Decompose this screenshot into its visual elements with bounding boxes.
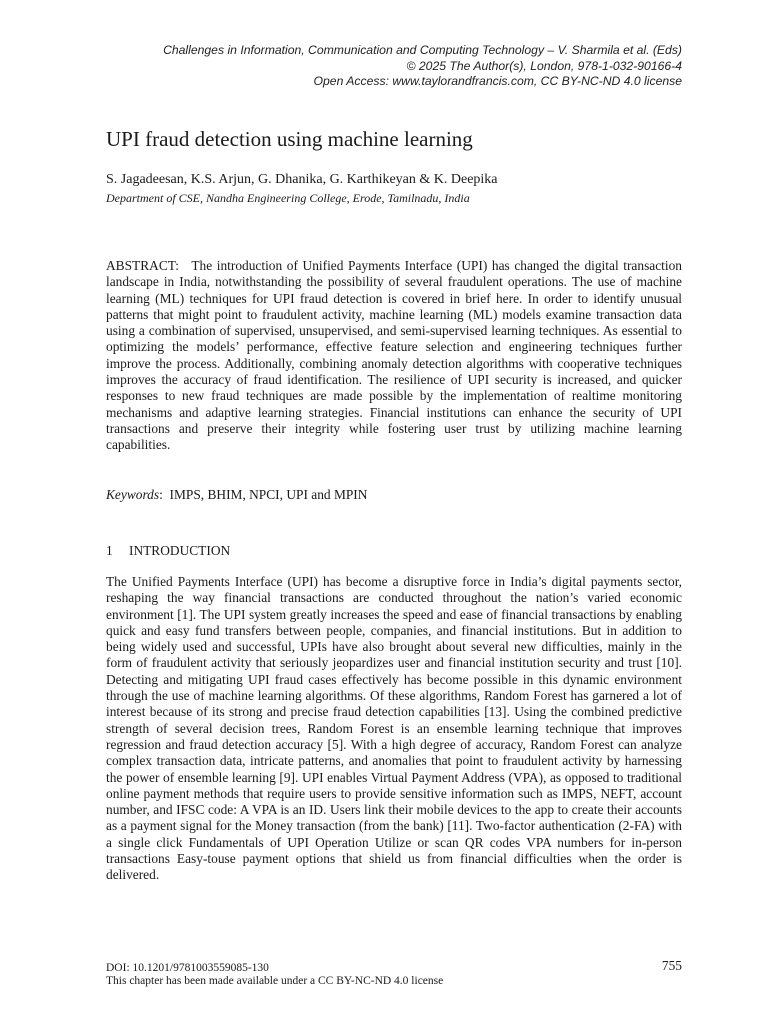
keywords-label: Keywords — [106, 487, 160, 502]
abstract — [106, 258, 682, 454]
section-title: INTRODUCTION — [129, 543, 231, 558]
page-number: 755 — [661, 958, 682, 973]
abstract-label: ABSTRACT: — [106, 258, 179, 273]
paper-page — [106, 0, 682, 1024]
doi-footnote: DOI: 10.1201/9781003559085-130 — [106, 962, 269, 974]
running-head — [106, 43, 682, 90]
section-heading — [106, 542, 230, 559]
paper-title: UPI fraud detection using machine learning — [106, 127, 473, 151]
running-head-copyright: © 2025 The Author(s), London, 978-1-032-90166-4 — [406, 58, 682, 73]
abstract-text: The introduction of Unified Payments Interface (UPI) has changed the digital transaction landscape in India, notwithstanding the possibility of several fraudulent operations. The use of machine learning (ML) techniques for UPI fraud detection is covered in brief here. In order to identify unusual patterns that might point to fraudulent activity, machine learning (ML) models examine transaction data using a combination of supervised, unsupervised, and semi-supervised learning techniques. As essential to optimizing the models’ performance, effective feature selection and engineering techniques further improve the process. Additionally, combining anomaly detection algorithms with cooperative techniques improves the accuracy of fraud identification. The resilience of UPI security is increased, and quicker responses to new fraud techniques are made possible by the implementation of realtime monitoring mechanisms and adaptive learning strategies. Financial institutions can enhance the security of UPI transactions and preserve their integrity while fostering user trust by utilizing machine learning capabilities. — [106, 258, 682, 453]
running-head-open-access: Open Access: www.taylorandfrancis.com, CC BY-NC-ND 4.0 license — [313, 74, 682, 89]
keywords — [106, 486, 367, 503]
license-footnote: This chapter has been made available under a CC BY-NC-ND 4.0 license — [106, 975, 444, 987]
introduction-paragraph: The Unified Payments Interface (UPI) has become a disruptive force in India’s digital payments sector, reshaping the way financial transactions are conducted throughout the nation’s varied economic environment [1]. The UPI system greatly increases the speed and ease of financial transactions by enabling quick and easy fund transfers between people, companies, and financial institutions. But in addition to being widely used and successful, UPIs have also brought about several new difficulties, mainly in the form of fraudulent activity that seriously jeopardizes user and financial institution security and trust [10]. Detecting and mitigating UPI fraud cases effectively has become possible in this dynamic environment through the use of machine learning algorithms. Of these algorithms, Random Forest has garnered a lot of interest because of its strong and precise fraud detection capabilities [13]. Using the combined predictive strength of several decision trees, Random Forest is an ensemble learning technique that improves regression and fraud detection accuracy [5]. With a high degree of accuracy, Random Forest can analyze complex transaction data, intricate patterns, and anomalies that point to fraudulent activity by harnessing the power of ensemble learning [9]. UPI enables Virtual Payment Address (VPA), as opposed to traditional online payment methods that require users to provide sensitive information such as IMPS, NEFT, account number, and IFSC code: A VPA is an ID. Users link their mobile devices to the app to create their accounts as a payment signal for the Money transaction (from the bank) [11]. Two-factor authentication (2-FA) with a single click Fundamentals of UPI Operation Utilize or scan QR codes VPA numbers for in-person transactions Easy-touse payment options that shield us from financial difficulties when the order is delivered. — [106, 574, 682, 883]
author-affiliation: Department of CSE, Nandha Engineering College, Erode, Tamilnadu, India — [106, 191, 470, 205]
author-list: S. Jagadeesan, K.S. Arjun, G. Dhanika, G. Karthikeyan & K. Deepika — [106, 172, 498, 187]
keywords-separator: : — [159, 487, 163, 502]
running-head-book-title: Challenges in Information, Communication and Computing Technology – V. Sharmila et al. (Eds) — [163, 43, 682, 57]
keywords-text: IMPS, BHIM, NPCI, UPI and MPIN — [169, 487, 368, 502]
section-number: 1 — [106, 543, 113, 558]
